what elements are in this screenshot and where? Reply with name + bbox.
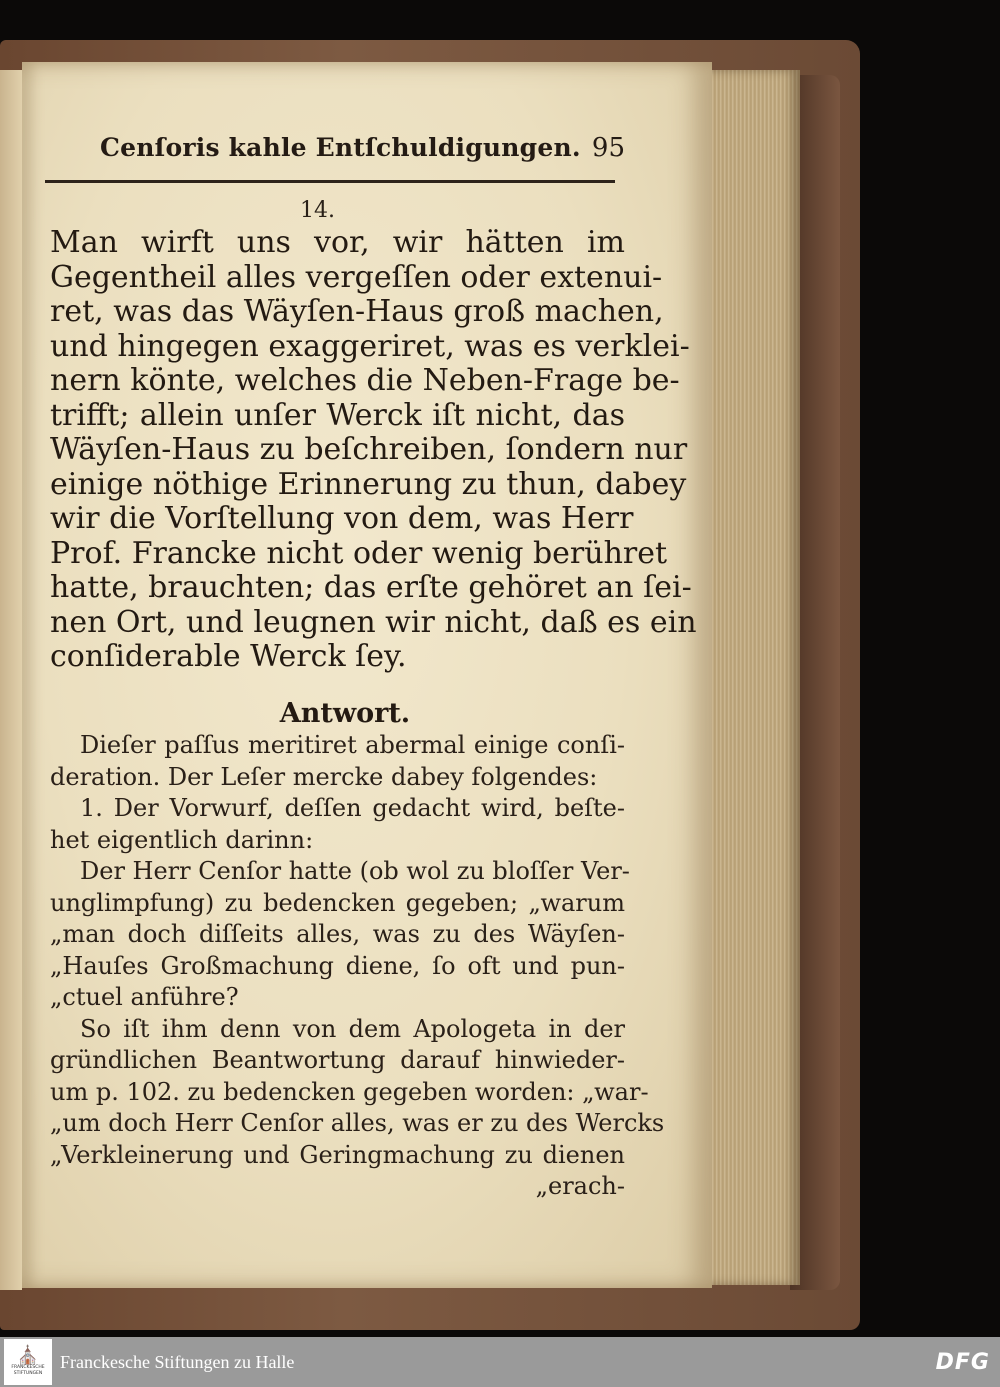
- paragraph-line: und hingegen exaggeriret, was es verklei-: [50, 328, 690, 364]
- paragraph-line: conſiderable Werck ſey.: [50, 639, 407, 674]
- answer-line: „ctuel anführe?: [50, 983, 239, 1011]
- paragraph-line: ret, was das Wäyſen-Haus groß machen,: [50, 294, 664, 329]
- main-paragraph: [50, 225, 697, 675]
- page-fore-edge: [705, 70, 800, 1285]
- dfg-logo[interactable]: DFG: [935, 1349, 990, 1375]
- paragraph-line: Gegentheil alles vergeſſen oder extenui-: [50, 259, 663, 295]
- left-page-edge: [0, 70, 22, 1290]
- paragraph-line: Prof. Francke nicht oder wenig berühret: [50, 535, 668, 571]
- page-number: 95: [591, 133, 625, 163]
- answer-line: „Verkleinerung und Geringmachung zu dienen: [50, 1140, 625, 1169]
- running-head-title: Cenſoris kahle Entſchuldigungen.: [100, 133, 581, 162]
- answer-paragraph: [50, 730, 665, 1203]
- answer-line: het eigentlich darinn:: [50, 825, 314, 854]
- viewer-footer-bar: [0, 1337, 1000, 1387]
- paragraph-line: wir die Vorſtellung von dem, was Herr: [50, 501, 634, 536]
- paragraph-line: trifft; allein unſer Werck iſt nicht, das: [50, 397, 625, 433]
- logo-text-top: FRANCKESCHE: [11, 1365, 45, 1370]
- section-number: 14.: [300, 198, 335, 223]
- answer-line: unglimpfung) zu bedencken gegeben; „warum: [50, 888, 625, 917]
- institution-emblem-icon: ⛪: [16, 1345, 40, 1366]
- paragraph-line: Wäyſen-Haus zu beſchreiben, ſondern nur: [50, 432, 688, 467]
- answer-heading: Antwort.: [279, 698, 411, 729]
- answer-line: um p. 102. zu bedencken gegeben worden: „war-: [50, 1077, 649, 1106]
- answer-line: gründlichen Beantwortung darauf hinwieder-: [50, 1046, 625, 1074]
- answer-line: „Hauſes Großmachung diene, ſo oft und pun-: [50, 951, 625, 980]
- answer-line: „man doch diſſeits alles, was zu des Wäyſen-: [50, 920, 625, 948]
- paragraph-line: Man wirft uns vor, wir hätten im: [50, 225, 625, 260]
- answer-line: 1. Der Vorwurf, deſſen gedacht wird, beſte-: [80, 794, 625, 822]
- answer-line: Der Herr Cenſor hatte (ob wol zu bloſſer Ver-: [80, 857, 630, 885]
- logo-text-bottom: STIFTUNGEN: [13, 1371, 43, 1376]
- answer-line: Dieſer paſſus meritiret abermal einige conſi-: [80, 731, 625, 759]
- answer-line: „um doch Herr Cenſor alles, was er zu des Wercks: [50, 1109, 665, 1137]
- paragraph-line: hatte, brauchten; das erſte gehöret an ſei-: [50, 570, 692, 605]
- paragraph-line: nen Ort, und leugnen wir nicht, daß es ein: [50, 604, 697, 640]
- catchword: „erach-: [535, 1172, 625, 1200]
- paragraph-line: nern könte, welches die Neben-Frage be-: [50, 363, 680, 398]
- paragraph-line: einige nöthige Erinnerung zu thun, dabey: [50, 466, 687, 502]
- answer-line: deration. Der Leſer mercke dabey folgendes:: [50, 762, 598, 791]
- header-rule: [45, 180, 615, 183]
- franckesche-stiftungen-logo[interactable]: [4, 1339, 52, 1385]
- running-header: [100, 133, 625, 173]
- institution-name: Franckesche Stiftungen zu Halle: [60, 1351, 295, 1372]
- answer-line: So iſt ihm denn von dem Apologeta in der: [80, 1014, 625, 1043]
